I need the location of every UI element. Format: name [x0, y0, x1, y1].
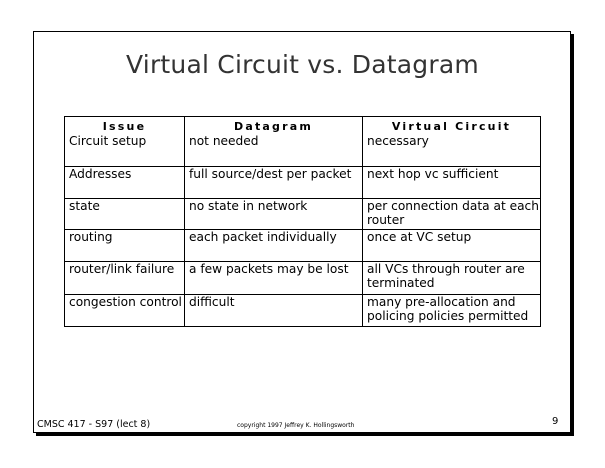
slide-title: Virtual Circuit vs. Datagram	[126, 50, 479, 79]
table-cell: congestion control	[65, 294, 185, 326]
table-cell: router/link failure	[65, 261, 185, 294]
table-cell: once at VC setup	[363, 229, 541, 261]
footer-copyright: copyright 1997 Jeffrey K. Hollingsworth	[237, 422, 355, 429]
table-cell: full source/dest per packet	[185, 166, 363, 198]
table-cell: not needed	[185, 134, 363, 166]
table-cell: each packet individually	[185, 229, 363, 261]
comparison-table	[64, 116, 541, 327]
table-cell: state	[65, 198, 185, 229]
table-cell: per connection data at each router	[363, 198, 541, 229]
table-cell: next hop vc sufficient	[363, 166, 541, 198]
table-row	[65, 294, 541, 326]
header-issue: Issue	[65, 117, 185, 135]
table-row	[65, 261, 541, 294]
table-cell: no state in network	[185, 198, 363, 229]
header-virtual-circuit: Virtual Circuit	[363, 117, 541, 135]
table-row	[65, 229, 541, 261]
header-datagram: Datagram	[185, 117, 363, 135]
table-cell: many pre-allocation and policing policies permitted	[363, 294, 541, 326]
table-header-row	[65, 117, 541, 135]
table-cell: all VCs through router are terminated	[363, 261, 541, 294]
table-row	[65, 166, 541, 198]
table-cell: Circuit setup	[65, 134, 185, 166]
table-row	[65, 134, 541, 166]
table-cell: difficult	[185, 294, 363, 326]
table-cell: a few packets may be lost	[185, 261, 363, 294]
table-cell: Addresses	[65, 166, 185, 198]
table-cell: necessary	[363, 134, 541, 166]
table-row	[65, 198, 541, 229]
footer-course-label: CMSC 417 - S97 (lect 8)	[37, 419, 151, 430]
page-number: 9	[552, 416, 559, 427]
table-cell: routing	[65, 229, 185, 261]
